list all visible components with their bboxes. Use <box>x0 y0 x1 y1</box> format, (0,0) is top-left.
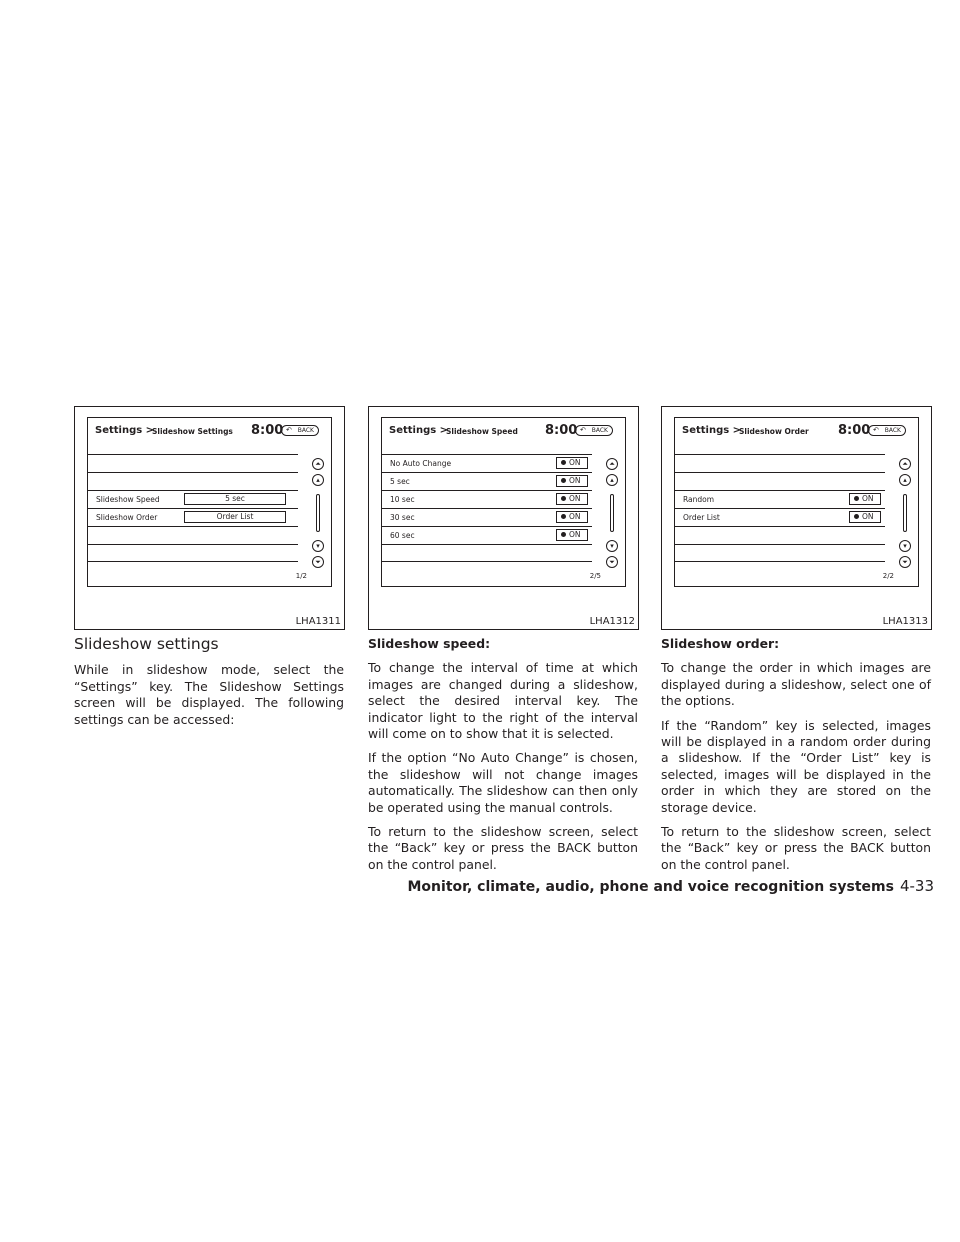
indicator-label: ON <box>862 512 874 521</box>
scroll-top-icon[interactable]: ⏶ <box>606 458 618 470</box>
row-value: Order List <box>184 511 286 523</box>
figure-slideshow-order <box>661 406 932 630</box>
column-slideshow-settings <box>74 636 344 736</box>
paragraph: To return to the slideshow screen, select the “Back” key or press the BACK button on the control panel. <box>368 824 638 872</box>
indicator-on <box>556 457 588 469</box>
row-label: Random <box>683 495 715 504</box>
scroll-up-icon[interactable]: ▴ <box>899 474 911 486</box>
list-item-10-sec[interactable] <box>382 490 592 508</box>
row-label: 60 sec <box>390 531 415 540</box>
back-arrow-icon: ↶ <box>286 426 292 434</box>
indicator-on <box>849 493 881 505</box>
list-item-30-sec[interactable] <box>382 508 592 526</box>
scroll-bottom-icon[interactable]: ⏷ <box>312 556 324 568</box>
indicator-light-icon <box>561 532 566 537</box>
back-label: BACK <box>884 427 901 434</box>
indicator-on <box>556 529 588 541</box>
scroll-down-icon[interactable]: ▾ <box>899 540 911 552</box>
scroll-down-icon[interactable]: ▾ <box>606 540 618 552</box>
list-item-slideshow-speed[interactable] <box>88 490 298 508</box>
scroll-down-icon[interactable]: ▾ <box>312 540 324 552</box>
indicator-light-icon <box>854 496 859 501</box>
figure-slideshow-settings <box>74 406 345 630</box>
subsection-heading: Slideshow speed: <box>368 636 491 651</box>
list-item <box>675 544 885 562</box>
breadcrumb-sub: Slideshow Order <box>739 427 809 436</box>
scroll-up-icon[interactable]: ▴ <box>312 474 324 486</box>
list-item-random[interactable] <box>675 490 885 508</box>
breadcrumb-sub: Slideshow Settings <box>152 427 233 436</box>
screen-header <box>88 418 331 446</box>
figure-id: LHA1313 <box>882 616 928 627</box>
screen-header <box>675 418 918 446</box>
column-slideshow-speed <box>368 636 638 881</box>
row-label: 5 sec <box>390 477 410 486</box>
paragraph: To change the interval of time at which images are changed during a slideshow, select the desired interval key. The indicator light to the right of the interval will come on to show that it is selected. <box>368 660 638 742</box>
indicator-label: ON <box>569 476 581 485</box>
back-label: BACK <box>591 427 608 434</box>
figure-id: LHA1311 <box>295 616 341 627</box>
back-arrow-icon: ↶ <box>873 426 879 434</box>
indicator-label: ON <box>569 494 581 503</box>
page-indicator: 2/2 <box>882 572 894 580</box>
clock: 8:00 <box>838 423 871 438</box>
paragraph: If the “Random” key is selected, images will be displayed in a random order during a slideshow. If the “Order List” key is selected, images will be displayed in the order in which they are stored on the storage device. <box>661 717 931 815</box>
order-list <box>675 454 885 562</box>
list-item <box>88 454 298 472</box>
indicator-light-icon <box>561 478 566 483</box>
row-label: 30 sec <box>390 513 415 522</box>
paragraph: While in slideshow mode, select the “Settings” key. The Slideshow Settings screen will be displayed. The following settings can be accessed: <box>74 662 344 727</box>
paragraph: If the option “No Auto Change” is chosen, the slideshow will not change images automatically. The slideshow can then only be operated using the manual controls. <box>368 750 638 815</box>
clock: 8:00 <box>251 423 284 438</box>
indicator-label: ON <box>569 458 581 467</box>
row-label: Order List <box>683 513 720 522</box>
list-item-60-sec[interactable] <box>382 526 592 544</box>
speed-list <box>382 454 592 562</box>
indicator-on <box>556 511 588 523</box>
indicator-light-icon <box>561 514 566 519</box>
back-label: BACK <box>297 427 314 434</box>
indicator-light-icon <box>561 496 566 501</box>
indicator-light-icon <box>854 514 859 519</box>
scroll-top-icon[interactable]: ⏶ <box>899 458 911 470</box>
scroll-track[interactable] <box>610 494 614 532</box>
indicator-on <box>556 475 588 487</box>
scroll-up-icon[interactable]: ▴ <box>606 474 618 486</box>
list-item-order-list[interactable] <box>675 508 885 526</box>
subsection-heading: Slideshow order: <box>661 636 780 651</box>
list-item-5-sec[interactable] <box>382 472 592 490</box>
indicator-label: ON <box>862 494 874 503</box>
row-label: Slideshow Speed <box>96 495 160 504</box>
scroll-track[interactable] <box>316 494 320 532</box>
row-label: Slideshow Order <box>96 513 158 522</box>
indicator-on <box>556 493 588 505</box>
page-indicator: 2/5 <box>589 572 601 580</box>
back-arrow-icon: ↶ <box>580 426 586 434</box>
breadcrumb-sub: Slideshow Speed <box>446 427 518 436</box>
scroll-top-icon[interactable]: ⏶ <box>312 458 324 470</box>
list-item <box>675 526 885 544</box>
scroll-bottom-icon[interactable]: ⏷ <box>606 556 618 568</box>
breadcrumb-root: Settings > <box>682 425 742 436</box>
clock: 8:00 <box>545 423 578 438</box>
scroll-bottom-icon[interactable]: ⏷ <box>899 556 911 568</box>
list-item-no-auto-change[interactable] <box>382 454 592 472</box>
scroll-track[interactable] <box>903 494 907 532</box>
row-value: 5 sec <box>184 493 286 505</box>
indicator-light-icon <box>561 460 566 465</box>
scrollbar[interactable] <box>896 458 914 570</box>
column-slideshow-order <box>661 636 931 881</box>
list-item <box>675 454 885 472</box>
scrollbar[interactable] <box>309 458 327 570</box>
row-label: No Auto Change <box>390 459 452 468</box>
settings-list <box>88 454 298 562</box>
screen <box>87 417 332 587</box>
figure-id: LHA1312 <box>589 616 635 627</box>
page-number: 4-33 <box>899 877 934 895</box>
list-item-slideshow-order[interactable] <box>88 508 298 526</box>
screen-header <box>382 418 625 446</box>
list-item <box>382 544 592 562</box>
indicator-on <box>849 511 881 523</box>
page-indicator: 1/2 <box>295 572 307 580</box>
list-item <box>88 472 298 490</box>
breadcrumb-root: Settings > <box>389 425 449 436</box>
back-button[interactable] <box>868 425 906 436</box>
list-item <box>675 472 885 490</box>
breadcrumb-root: Settings > <box>95 425 155 436</box>
paragraph: To change the order in which images are displayed during a slideshow, select one of the options. <box>661 660 931 709</box>
scrollbar[interactable] <box>603 458 621 570</box>
screen <box>674 417 919 587</box>
list-item <box>88 544 298 562</box>
back-button[interactable] <box>575 425 613 436</box>
row-label: 10 sec <box>390 495 415 504</box>
list-item <box>88 526 298 544</box>
footer-section-title: Monitor, climate, audio, phone and voice recognition systems <box>407 879 894 895</box>
figure-slideshow-speed <box>368 406 639 630</box>
back-button[interactable] <box>281 425 319 436</box>
section-heading: Slideshow settings <box>74 635 219 653</box>
indicator-label: ON <box>569 530 581 539</box>
page-footer <box>408 877 935 895</box>
indicator-label: ON <box>569 512 581 521</box>
paragraph: To return to the slideshow screen, select the “Back” key or press the BACK button on the control panel. <box>661 824 931 872</box>
screen <box>381 417 626 587</box>
